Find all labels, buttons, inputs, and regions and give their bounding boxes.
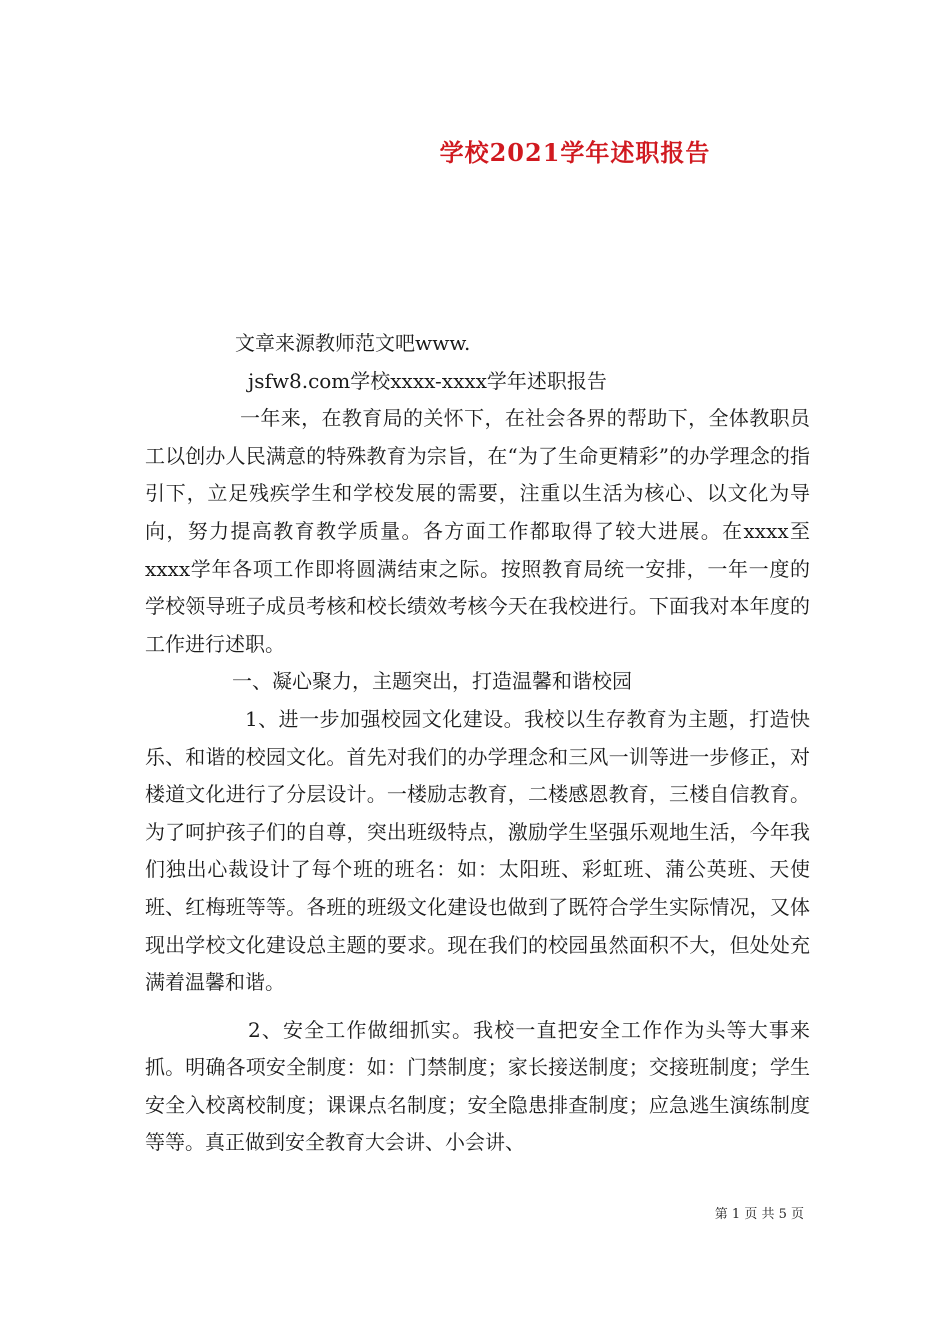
intro-paragraph: 一年来，在教育局的关怀下，在社会各界的帮助下，全体教职员工以创办人民满意的特殊教育为宗旨，在“为了生命更精彩”的办学理念的指引下，立足残疾学生和学校发展的需要，注重以生活为核心、以文化为导向，努力提高教育教学质量。各方面工作都取得了较大进展。在xxxx至xxxx学年各项工作即将圆满结束之际。按照教育局统一安排，一年一度的学校领导班子成员考核和校长绩效考核今天在我校进行。下面我对本年度的工作进行述职。 [145, 406, 810, 656]
document-body [145, 325, 810, 1162]
source-line: 文章来源教师范文吧www. [235, 331, 471, 355]
item-paragraph-1: 1、进一步加强校园文化建设。我校以生存教育为主题，打造快乐、和谐的校园文化。首先对我们的办学理念和三风一训等进一步修正，对楼道文化进行了分层设计。一楼励志教育，二楼感恩教育，三楼自信教育。为了呵护孩子们的自尊，突出班级特点，激励学生坚强乐观地生活，今年我们独出心裁设计了每个班的班名：如：太阳班、彩虹班、蒲公英班、天使班、红梅班等等。各班的班级文化建设也做到了既符合学生实际情况，又体现出学校文化建设总主题的要求。现在我们的校园虽然面积不大，但处处充满着温馨和谐。 [145, 706, 810, 995]
item-paragraph-2: 2、安全工作做细抓实。我校一直把安全工作作为头等大事来抓。明确各项安全制度：如：门禁制度；家长接送制度；交接班制度；学生安全入校离校制度；课课点名制度；安全隐患排查制度；应急逃生演练制度等等。真正做到安全教育大会讲、小会讲、 [145, 1017, 810, 1155]
section-heading-1: 一、凝心聚力，主题突出，打造温馨和谐校园 [232, 669, 632, 694]
report-subtitle: jsfw8.com学校xxxx-xxxx学年述职报告 [248, 368, 607, 393]
document-title: 学校2021学年述职报告 [439, 138, 711, 167]
page-footer: 第 1 页 共 5 页 [714, 1207, 804, 1222]
